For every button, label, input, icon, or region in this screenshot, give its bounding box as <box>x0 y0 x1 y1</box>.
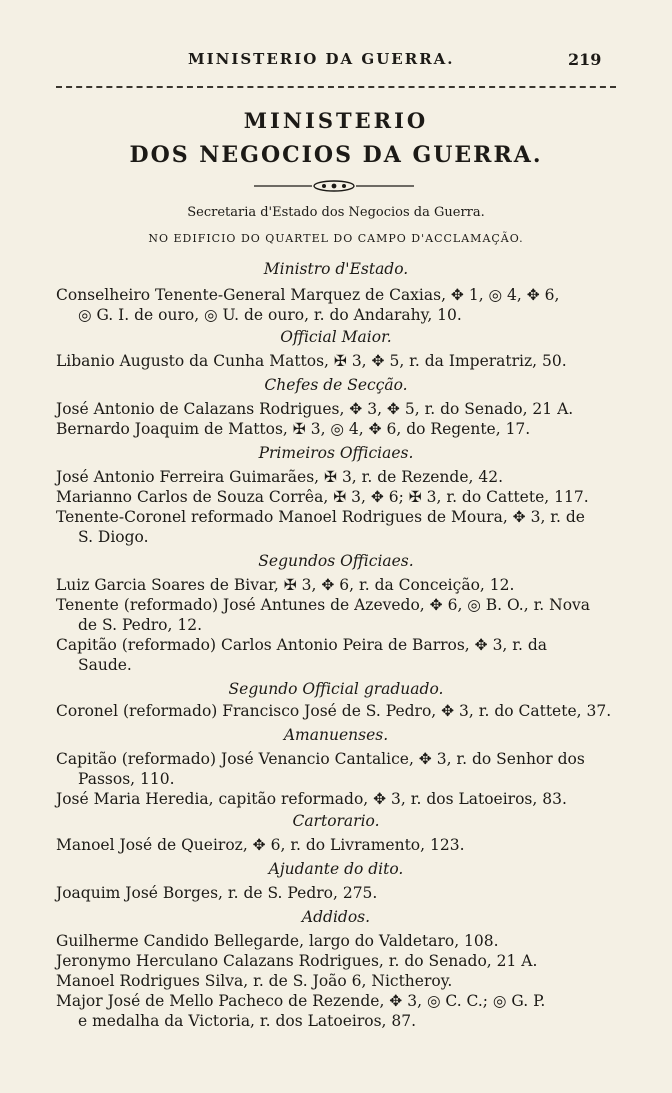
entry-line: Passos, 110. <box>78 770 175 788</box>
entry-line: José Antonio Ferreira Guimarães, ✠ 3, r. de Rezende, 42. <box>56 468 504 486</box>
entry-line: Coronel (reformado) Francisco José de S. Pedro, ✥ 3, r. do Cattete, 37. <box>56 702 612 720</box>
page-number: 219 <box>568 50 602 69</box>
section-heading: Addidos. <box>301 908 371 926</box>
entry-line: Manoel Rodrigues Silva, r. de S. João 6, Nictheroy. <box>56 972 453 990</box>
secretaria-line: Secretaria d'Estado dos Negocios da Guerra. <box>187 205 485 220</box>
entry-line: Conselheiro Tenente-General Marquez de Caxias, ✥ 1, ◎ 4, ✥ 6, <box>56 286 560 304</box>
header-rule <box>56 86 616 88</box>
entry-line: Saude. <box>78 656 132 674</box>
section-heading: Amanuenses. <box>283 726 389 744</box>
entry-line: Guilherme Candido Bellegarde, largo do Valdetaro, 108. <box>56 932 499 950</box>
entry-line: e medalha da Victoria, r. dos Latoeiros, 87. <box>78 1012 417 1030</box>
entry-line: José Maria Heredia, capitão reformado, ✥ 3, r. dos Latoeiros, 83. <box>56 790 567 808</box>
entry-line: Tenente (reformado) José Antunes de Azevedo, ✥ 6, ◎ B. O., r. Nova <box>56 596 591 614</box>
section-title-line-1: MINISTERIO <box>243 108 429 133</box>
entry-line: Tenente-Coronel reformado Manoel Rodrigues de Moura, ✥ 3, r. de <box>56 508 585 526</box>
section-heading: Official Maior. <box>280 328 392 346</box>
section-heading: Segundo Official graduado. <box>228 680 444 698</box>
entry-line: Luiz Garcia Soares de Bivar, ✠ 3, ✥ 6, r. da Conceição, 12. <box>56 576 515 594</box>
entry-line: de S. Pedro, 12. <box>78 616 203 634</box>
section-heading: Primeiros Officiaes. <box>258 444 414 462</box>
ornament-divider <box>254 178 414 194</box>
entry-line: Capitão (reformado) Carlos Antonio Peira de Barros, ✥ 3, r. da <box>56 636 548 654</box>
entry-line: S. Diogo. <box>78 528 149 546</box>
section-heading: Segundos Officiaes. <box>258 552 414 570</box>
entry-line: Capitão (reformado) José Venancio Cantalice, ✥ 3, r. do Senhor dos <box>56 750 585 768</box>
running-head <box>0 50 672 76</box>
section-heading: Ministro d'Estado. <box>263 260 409 278</box>
entry-line: Libanio Augusto da Cunha Mattos, ✠ 3, ✥ 5, r. da Imperatriz, 50. <box>56 352 567 370</box>
location-line: NO EDIFICIO DO QUARTEL DO CAMPO D'ACCLAMAÇÃO. <box>148 232 524 245</box>
entry-line: Joaquim José Borges, r. de S. Pedro, 275. <box>56 884 378 902</box>
section-heading: Ajudante do dito. <box>268 860 404 878</box>
entry-line: Marianno Carlos de Souza Corrêa, ✠ 3, ✥ 6; ✠ 3, r. do Cattete, 117. <box>56 488 589 506</box>
entry-line: Major José de Mello Pacheco de Rezende, ✥ 3, ◎ C. C.; ◎ G. P. <box>56 992 546 1010</box>
running-head-title: MINISTERIO DA GUERRA. <box>188 50 455 68</box>
entry-line: ◎ G. I. de ouro, ◎ U. de ouro, r. do Andarahy, 10. <box>78 306 462 324</box>
entry-line: Jeronymo Herculano Calazans Rodrigues, r. do Senado, 21 A. <box>56 952 538 970</box>
section-heading: Chefes de Secção. <box>264 376 408 394</box>
entry-line: José Antonio de Calazans Rodrigues, ✥ 3, ✥ 5, r. do Senado, 21 A. <box>56 400 574 418</box>
section-title-line-2: DOS NEGOCIOS DA GUERRA. <box>129 142 543 168</box>
section-heading: Cartorario. <box>292 812 380 830</box>
entry-line: Bernardo Joaquim de Mattos, ✠ 3, ◎ 4, ✥ 6, do Regente, 17. <box>56 420 531 438</box>
entry-line: Manoel José de Queiroz, ✥ 6, r. do Livramento, 123. <box>56 836 465 854</box>
